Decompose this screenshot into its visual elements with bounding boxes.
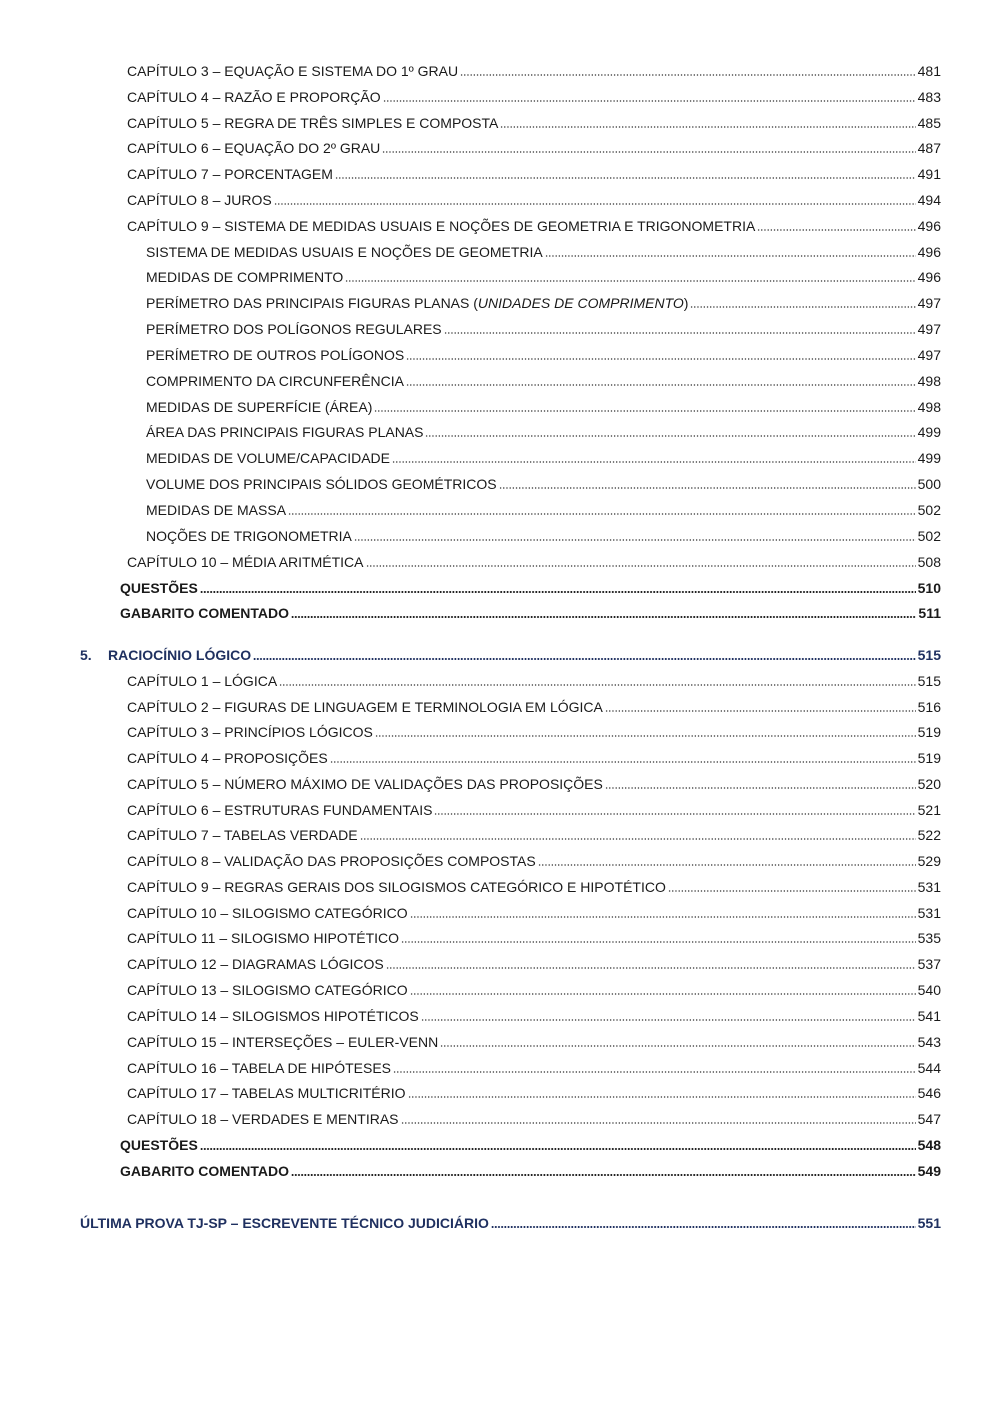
toc-entry-logic-chapter-9[interactable] <box>127 876 941 896</box>
toc-entry-title: NOÇÕES DE TRIGONOMETRIA <box>146 528 352 544</box>
toc-part-number: 5. <box>80 647 92 663</box>
toc-page-number: 502 <box>917 528 941 544</box>
dot-leader <box>253 658 916 660</box>
toc-entry-logic-chapter-1[interactable] <box>127 670 941 690</box>
toc-page-number: 535 <box>917 930 941 946</box>
toc-entry-math-chapter-8[interactable] <box>127 189 941 209</box>
toc-entry-title: CAPÍTULO 3 – PRINCÍPIOS LÓGICOS <box>127 724 373 740</box>
toc-entry-logic-chapter-10[interactable] <box>127 902 941 922</box>
toc-entry-title: CAPÍTULO 16 – TABELA DE HIPÓTESES <box>127 1060 392 1076</box>
toc-entry-logic-chapter-4[interactable] <box>127 747 941 767</box>
toc-subentry-volume-solidos[interactable] <box>146 473 941 493</box>
toc-entry-title: CAPÍTULO 4 – PROPOSIÇÕES <box>127 750 328 766</box>
toc-entry-title: CAPÍTULO 7 – TABELAS VERDADE <box>127 827 358 843</box>
toc-page-number: 483 <box>917 89 941 105</box>
toc-entry-title: CAPÍTULO 17 – TABELAS MULTICRITÉRIO <box>127 1085 406 1101</box>
toc-entry-math-chapter-5[interactable] <box>127 112 941 132</box>
toc-page-number: 496 <box>917 269 941 285</box>
dot-leader <box>354 539 916 541</box>
toc-page-number: 531 <box>917 879 941 895</box>
toc-entry-title: CAPÍTULO 9 – SISTEMA DE MEDIDAS USUAIS E NOÇÕES DE GEOMETRIA E TRIGONOMETRIA <box>127 218 756 234</box>
dot-leader <box>401 1122 916 1124</box>
dot-leader <box>330 761 916 763</box>
toc-page-number: 497 <box>917 295 941 311</box>
toc-entry-title: CAPÍTULO 5 – NÚMERO MÁXIMO DE VALIDAÇÕES DAS PROPOSIÇÕES <box>127 776 603 792</box>
dot-leader <box>288 513 916 515</box>
toc-entry-title: CAPÍTULO 3 – EQUAÇÃO E SISTEMA DO 1º GRAU <box>127 63 459 79</box>
toc-subentry-perimetro-figuras-planas[interactable] <box>146 292 941 312</box>
dot-leader <box>291 616 916 618</box>
dot-leader <box>366 565 916 567</box>
toc-page-number: 498 <box>917 373 941 389</box>
toc-subentry-medidas-superficie[interactable] <box>146 396 941 416</box>
toc-entry-title: VOLUME DOS PRINCIPAIS SÓLIDOS GEOMÉTRICOS <box>146 476 497 492</box>
dot-leader <box>605 710 916 712</box>
toc-entry-title: PERÍMETRO DOS POLÍGONOS REGULARES <box>146 321 442 337</box>
toc-entry-math-chapter-9[interactable] <box>127 215 941 235</box>
toc-entry-title: CAPÍTULO 6 – ESTRUTURAS FUNDAMENTAIS <box>127 802 433 818</box>
toc-entry-title-italic: UNIDADES DE COMPRIMENTO <box>477 295 684 311</box>
toc-page-number: 487 <box>917 140 941 156</box>
toc-entry-logic-chapter-17[interactable] <box>127 1082 941 1102</box>
toc-entry-math-chapter-4[interactable] <box>127 86 941 106</box>
dot-leader <box>757 229 915 231</box>
toc-entry-logic-chapter-3[interactable] <box>127 721 941 741</box>
toc-page-number: 519 <box>917 724 941 740</box>
toc-page-number: 522 <box>917 827 941 843</box>
toc-page-number: 499 <box>917 424 941 440</box>
dot-leader <box>500 126 915 128</box>
dot-leader <box>440 1045 915 1047</box>
toc-entry-logic-chapter-15[interactable] <box>127 1031 941 1051</box>
toc-entry-math-chapter-3[interactable] <box>127 60 941 80</box>
toc-entry-title: QUESTÕES <box>120 1137 198 1153</box>
toc-entry-title: ÁREA DAS PRINCIPAIS FIGURAS PLANAS <box>146 424 424 440</box>
toc-entry-title: CAPÍTULO 8 – JUROS <box>127 192 272 208</box>
toc-entry-title: PERÍMETRO DE OUTROS POLÍGONOS <box>146 347 405 363</box>
toc-page-number: 515 <box>917 673 941 689</box>
dot-leader <box>410 993 916 995</box>
dot-leader <box>545 255 916 257</box>
toc-page-number: 494 <box>917 192 941 208</box>
toc-page-number: 496 <box>917 218 941 234</box>
dot-leader <box>386 967 916 969</box>
dot-leader <box>345 280 915 282</box>
dot-leader <box>360 838 916 840</box>
toc-entry-logic-chapter-16[interactable] <box>127 1057 941 1077</box>
dot-leader <box>690 306 915 308</box>
toc-entry-logic-chapter-12[interactable] <box>127 953 941 973</box>
dot-leader <box>406 358 915 360</box>
toc-entry-logic-chapter-7[interactable] <box>127 824 941 844</box>
dot-leader <box>274 203 916 205</box>
toc-entry-math-chapter-10[interactable] <box>127 551 941 571</box>
toc-entry-title: CAPÍTULO 12 – DIAGRAMAS LÓGICOS <box>127 956 384 972</box>
toc-page-number: 548 <box>917 1137 941 1153</box>
toc-subentry-trigonometria[interactable] <box>146 525 941 545</box>
dot-leader <box>491 1226 916 1228</box>
toc-page-number: 516 <box>917 699 941 715</box>
toc-entry-title: MEDIDAS DE COMPRIMENTO <box>146 269 344 285</box>
dot-leader <box>374 410 915 412</box>
toc-page-number: 520 <box>917 776 941 792</box>
toc-entry-title: COMPRIMENTO DA CIRCUNFERÊNCIA <box>146 373 404 389</box>
toc-page-number: 547 <box>917 1111 941 1127</box>
toc-page-number: 537 <box>917 956 941 972</box>
toc-entry-title-end: ) <box>683 295 689 311</box>
dot-leader <box>668 890 916 892</box>
dot-leader <box>410 916 916 918</box>
toc-entry-math-chapter-6[interactable] <box>127 137 941 157</box>
dot-leader <box>382 151 915 153</box>
toc-entry-title: CAPÍTULO 10 – MÉDIA ARITMÉTICA <box>127 554 364 570</box>
toc-entry-logic-chapter-6[interactable] <box>127 799 941 819</box>
dot-leader <box>425 435 915 437</box>
toc-subentry-medidas-massa[interactable] <box>146 499 941 519</box>
toc-part-title-text: RACIOCÍNIO LÓGICO <box>108 647 252 663</box>
toc-page-number: 498 <box>917 399 941 415</box>
dot-leader <box>393 1071 916 1073</box>
dot-leader <box>499 487 916 489</box>
toc-entry-title: CAPÍTULO 7 – PORCENTAGEM <box>127 166 333 182</box>
toc-entry-logic-chapter-18[interactable] <box>127 1108 941 1128</box>
toc-entry-title: CAPÍTULO 9 – REGRAS GERAIS DOS SILOGISMOS CATEGÓRICO E HIPOTÉTICO <box>127 879 666 895</box>
dot-leader <box>200 591 916 593</box>
toc-page-number: 521 <box>917 802 941 818</box>
toc-entry-title: CAPÍTULO 18 – VERDADES E MENTIRAS <box>127 1111 399 1127</box>
toc-page-number: 529 <box>917 853 941 869</box>
toc-entry-title: CAPÍTULO 13 – SILOGISMO CATEGÓRICO <box>127 982 408 998</box>
toc-page-number: 549 <box>917 1163 941 1179</box>
toc-subentry-perimetro-poligonos-regulares[interactable] <box>146 318 941 338</box>
dot-leader <box>605 787 916 789</box>
toc-entry-title: MEDIDAS DE SUPERFÍCIE (ÁREA) <box>146 399 373 415</box>
toc-page-number: 515 <box>917 647 941 663</box>
toc-entry-title: CAPÍTULO 2 – FIGURAS DE LINGUAGEM E TERMINOLOGIA EM LÓGICA <box>127 699 603 715</box>
toc-entry-title: CAPÍTULO 15 – INTERSEÇÕES – EULER-VENN <box>127 1034 439 1050</box>
toc-entry-title: ÚLTIMA PROVA TJ-SP – ESCREVENTE TÉCNICO JUDICIÁRIO <box>80 1215 489 1231</box>
toc-page-number: 497 <box>917 321 941 337</box>
toc-page-number: 543 <box>917 1034 941 1050</box>
toc-page-number: 531 <box>917 905 941 921</box>
dot-leader <box>291 1174 916 1176</box>
dot-leader <box>401 941 916 943</box>
toc-page-number: 496 <box>917 244 941 260</box>
toc-subentry-medidas-volume[interactable] <box>146 447 941 467</box>
dot-leader <box>279 684 915 686</box>
dot-leader <box>335 177 916 179</box>
toc-page-number: 551 <box>917 1215 941 1231</box>
toc-page-number: 508 <box>917 554 941 570</box>
dot-leader <box>421 1019 916 1021</box>
toc-subentry-perimetro-outros-poligonos[interactable] <box>146 344 941 364</box>
toc-entry-title: CAPÍTULO 4 – RAZÃO E PROPORÇÃO <box>127 89 381 105</box>
dot-leader <box>392 461 916 463</box>
toc-page-number: 546 <box>917 1085 941 1101</box>
toc-page-number: 540 <box>917 982 941 998</box>
toc-entry-logic-gabarito[interactable] <box>120 1160 941 1180</box>
toc-entry-math-chapter-7[interactable] <box>127 163 941 183</box>
toc-entry-ultima-prova[interactable] <box>80 1212 941 1232</box>
toc-entry-title: SISTEMA DE MEDIDAS USUAIS E NOÇÕES DE GEOMETRIA <box>146 244 543 260</box>
toc-page-number: 500 <box>917 476 941 492</box>
toc-entry-logic-chapter-11[interactable] <box>127 927 941 947</box>
toc-page-number: 541 <box>917 1008 941 1024</box>
toc-entry-title: MEDIDAS DE VOLUME/CAPACIDADE <box>146 450 391 466</box>
toc-page-number: 499 <box>917 450 941 466</box>
dot-leader <box>200 1148 916 1150</box>
toc-entry-logic-chapter-8[interactable] <box>127 850 941 870</box>
toc-entry-title: MEDIDAS DE MASSA <box>146 502 287 518</box>
toc-entry-title: CAPÍTULO 5 – REGRA DE TRÊS SIMPLES E COMPOSTA <box>127 115 499 131</box>
dot-leader <box>383 100 916 102</box>
toc-page-number: 510 <box>917 580 941 596</box>
dot-leader <box>408 1096 916 1098</box>
toc-page-number: 544 <box>917 1060 941 1076</box>
dot-leader <box>434 813 915 815</box>
toc-page-number: 519 <box>917 750 941 766</box>
toc-subentry-comprimento-circunferencia[interactable] <box>146 370 941 390</box>
toc-page-number: 491 <box>917 166 941 182</box>
toc-entry-title: CAPÍTULO 11 – SILOGISMO HIPOTÉTICO <box>127 930 400 946</box>
toc-entry-logic-chapter-5[interactable] <box>127 773 941 793</box>
dot-leader <box>375 735 916 737</box>
dot-leader <box>406 384 916 386</box>
dot-leader <box>444 332 916 334</box>
dot-leader <box>460 74 916 76</box>
toc-entry-logic-chapter-2[interactable] <box>127 696 941 716</box>
toc-entry-title <box>146 294 688 312</box>
toc-entry-title: QUESTÕES <box>120 580 198 596</box>
toc-subentry-medidas-comprimento[interactable] <box>146 266 941 286</box>
toc-entry-title: CAPÍTULO 8 – VALIDAÇÃO DAS PROPOSIÇÕES COMPOSTAS <box>127 853 536 869</box>
toc-entry-logic-chapter-14[interactable] <box>127 1005 941 1025</box>
toc-subentry-sistema-medidas[interactable] <box>146 241 941 261</box>
toc-entry-logic-chapter-13[interactable] <box>127 979 941 999</box>
toc-subentry-area-figuras-planas[interactable] <box>146 421 941 441</box>
dot-leader <box>538 864 916 866</box>
toc-entry-math-questoes[interactable] <box>120 577 941 597</box>
toc-entry-title: CAPÍTULO 10 – SILOGISMO CATEGÓRICO <box>127 905 408 921</box>
toc-page-number: 481 <box>917 63 941 79</box>
toc-entry-title: CAPÍTULO 6 – EQUAÇÃO DO 2º GRAU <box>127 140 381 156</box>
toc-page-number: 485 <box>917 115 941 131</box>
toc-page-number: 502 <box>917 502 941 518</box>
toc-part-5-raciocinio-logico[interactable] <box>80 644 941 664</box>
toc-entry-title: GABARITO COMENTADO <box>120 1163 290 1179</box>
toc-page-number: 497 <box>917 347 941 363</box>
toc-entry-title: CAPÍTULO 1 – LÓGICA <box>127 673 278 689</box>
toc-page-number: 511 <box>918 605 941 621</box>
toc-entry-title: CAPÍTULO 14 – SILOGISMOS HIPOTÉTICOS <box>127 1008 419 1024</box>
toc-entry-title-start: PERÍMETRO DAS PRINCIPAIS FIGURAS PLANAS ( <box>146 295 478 311</box>
toc-entry-math-gabarito[interactable] <box>120 602 941 622</box>
toc-entry-title: GABARITO COMENTADO <box>120 605 290 621</box>
toc-entry-logic-questoes[interactable] <box>120 1134 941 1154</box>
toc-part-title <box>80 646 251 664</box>
